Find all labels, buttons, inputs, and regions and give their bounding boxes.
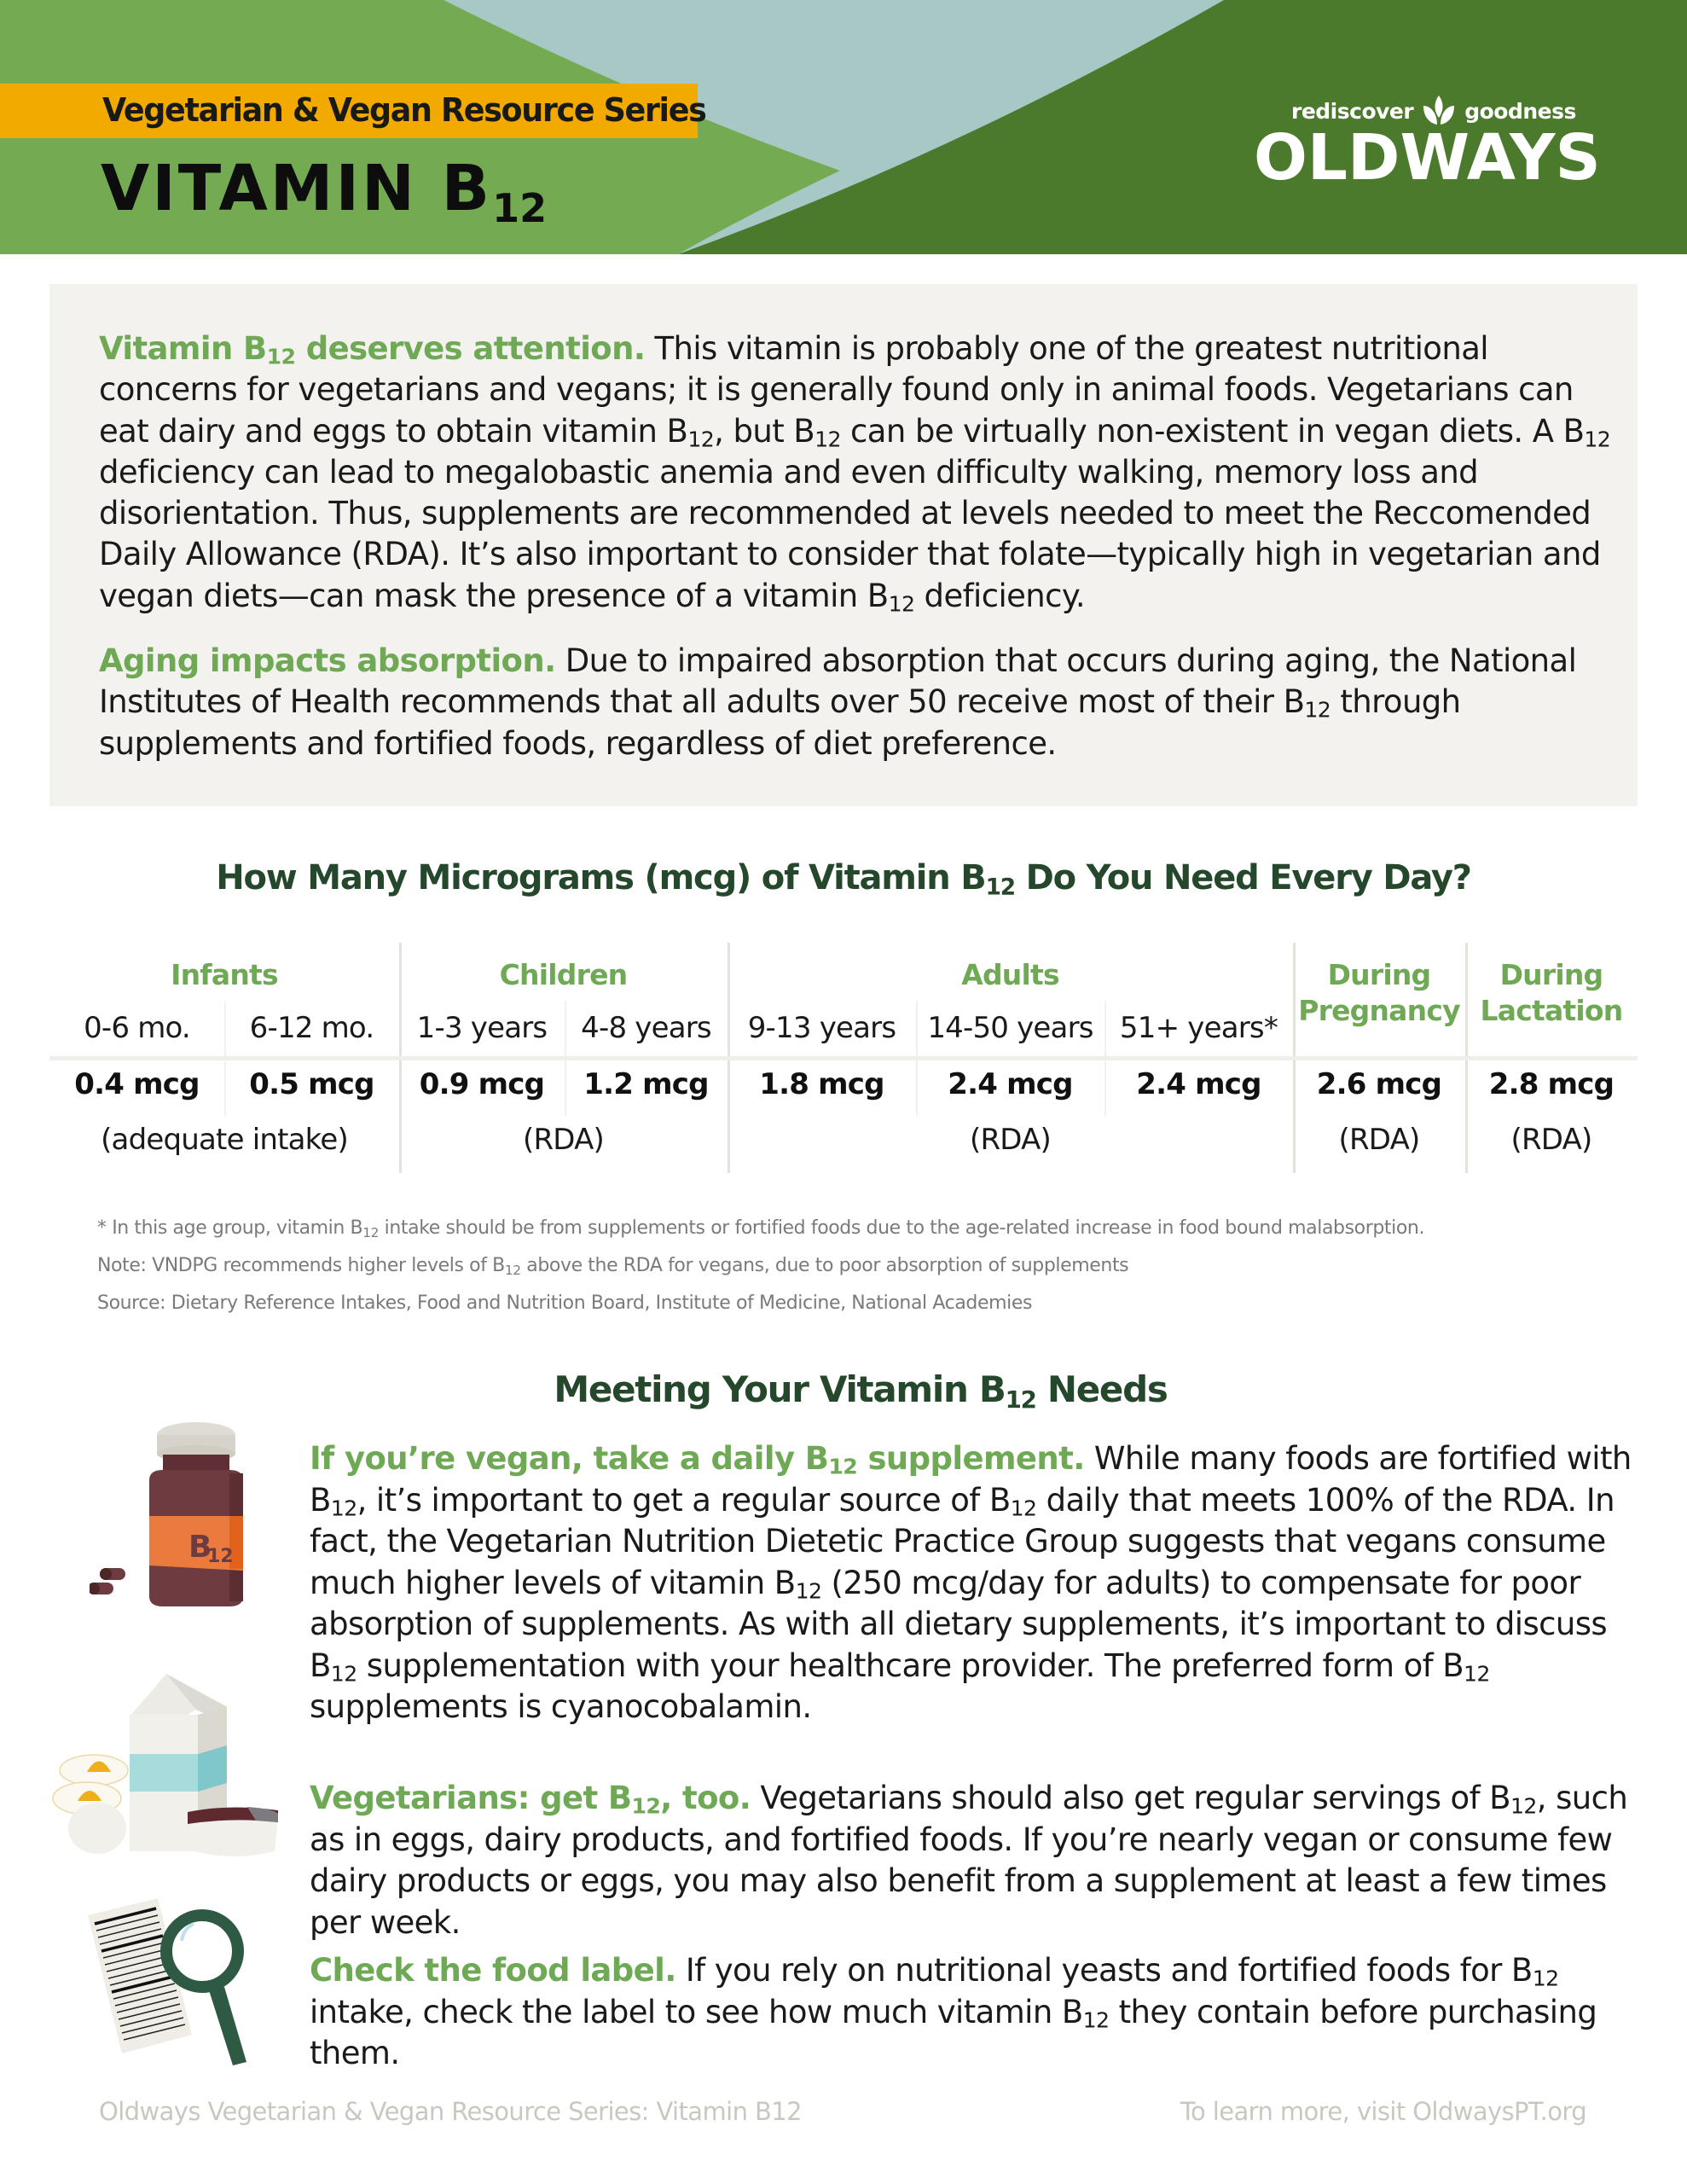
age-cell: 4-8 years (581, 1011, 711, 1045)
magnifier-food-label-icon (81, 1898, 260, 2069)
svg-text:B: B (188, 1530, 212, 1565)
tip-lead: Vegetarians: get $B_{12}$, too. (310, 1780, 751, 1819)
age-cell: 0-6 mo. (84, 1011, 190, 1045)
page-title (101, 152, 548, 231)
intake-type-note: (RDA) (970, 1123, 1051, 1157)
age-cell: 9-13 years (747, 1011, 896, 1045)
age-cell: 1-3 years (416, 1011, 548, 1045)
group-header-children: Children (499, 958, 628, 991)
table-title: How Many Micrograms (mcg) of Vitamin $B_{12}$ Do You Need Every Day? (216, 858, 1471, 901)
intake-type-note: (RDA) (1510, 1123, 1592, 1157)
value-cell: 2.4 mcg (948, 1067, 1073, 1101)
value-cell: 1.2 mcg (583, 1067, 709, 1101)
tip-vegan-supplement: If you’re vegan, take a daily $B_{12}$ supplement. While many foods are fortified with $B_{12}$, it’s important to get a regular source of $B_{12}$ daily that meets 100% of the RDA. In fact, the Vegetarian Nutrition Dietetic Practice Group suggests that vegans consume much higher levels of vitamin $B_{12}$ (250 mcg/day for adults) to compensate for poor absorption of supplements. As with all dietary supplements, it’s important to discuss $B_{12}$ supplementation with your healthcare provider. The preferred form of $B_{12}$ supplements is cyanocobalamin. (310, 1440, 1632, 1725)
logo-wordmark: OLDWAYS (1254, 121, 1601, 195)
footnote-age-group: * In this age group, vitamin $B_{12}$ intake should be from supplements or fortified foods due to the age-related increase in food bound malabsorption. (97, 1217, 1425, 1240)
supplement-bottle-icon (90, 1420, 252, 1617)
svg-text:12: 12 (207, 1546, 234, 1567)
b12-requirements-table (49, 943, 1638, 1173)
tagline-right: goodness (1464, 98, 1576, 124)
intro-paragraph-deserves-attention: Vitamin $B_{12}$ deserves attention. This vitamin is probably one of the greatest nutritional concerns for vegetarians and vegans; it is generally found only in animal foods. Vegetarians can eat dairy and eggs to obtain vitamin $B_{12}$, but $B_{12}$ can be virtually non-existent in vegan diets. A $B_{12}$ deficiency can lead to megalobastic anemia and even difficulty walking, memory loss and disorientation. Thus, supplements are recommended at levels needed to meet the Reccomended Daily Allowance (RDA). It’s also important to consider that folate—typically high in vegetarian and vegan diets—can mask the presence of a vitamin $B_{12}$ deficiency. (99, 330, 1611, 617)
series-label: Vegetarian & Vegan Resource Series (102, 91, 706, 129)
value-cell: 0.5 mcg (249, 1067, 374, 1101)
section-title-meeting-needs: Meeting Your Vitamin $B_{12}$ Needs (554, 1368, 1168, 1414)
intro-box (49, 284, 1638, 806)
group-header-infants: Infants (171, 958, 278, 991)
value-cell: 1.8 mcg (759, 1067, 884, 1101)
intro-lead-1: Vitamin $B_{12}$ deserves attention. (99, 330, 646, 369)
footer-website-link[interactable]: To learn more, visit OldwaysPT.org (1180, 2097, 1586, 2126)
value-cell: 0.4 mcg (74, 1067, 200, 1101)
title-subscript: 12 (492, 185, 548, 231)
oldways-logo[interactable] (1254, 85, 1601, 196)
tagline-left: rediscover (1291, 98, 1414, 124)
age-cell: 14-50 years (927, 1011, 1093, 1045)
tip-vegetarians: Vegetarians: get $B_{12}$, too. Vegetarians should also get regular servings of $B_{12}$, such as in eggs, dairy products, and fortified foods. If you’re nearly vegan or consume few dairy products or eggs, you may also benefit from a supplement at least a few times per week. (310, 1780, 1628, 1941)
group-header-lactation: During Lactation (1480, 958, 1623, 1027)
age-cell: 51+ years* (1119, 1011, 1278, 1045)
value-cell: 2.8 mcg (1488, 1067, 1615, 1101)
footnote-vndpg: Note: VNDPG recommends higher levels of $B_{12}$ above the RDA for vegans, due to poor absorption of supplements (97, 1255, 1129, 1278)
intake-type-note: (RDA) (1338, 1123, 1420, 1157)
tip-lead: Check the food label. (310, 1952, 676, 1989)
tip-lead: If you’re vegan, take a daily $B_{12}$ supplement. (310, 1440, 1085, 1479)
intro-lead-2: Aging impacts absorption. (99, 642, 556, 679)
footer-series-label: Oldways Vegetarian & Vegan Resource Series: Vitamin B12 (99, 2097, 802, 2126)
dairy-eggs-icon (51, 1672, 281, 1868)
value-cell: 0.9 mcg (419, 1067, 545, 1101)
group-header-adults: Adults (961, 958, 1059, 991)
page-header (0, 0, 1687, 254)
intake-type-note: (adequate intake) (101, 1123, 348, 1157)
age-cell: 6-12 mo. (249, 1011, 374, 1045)
value-cell: 2.6 mcg (1316, 1067, 1442, 1101)
tip-check-food-label: Check the food label. If you rely on nutritional yeasts and fortified foods for $B_{12}$ intake, check the label to see how much vitamin $B_{12}$ they contain before purchasing them. (310, 1952, 1597, 2071)
series-banner (0, 84, 706, 138)
title-text: VITAMIN B (101, 152, 493, 225)
footnote-source: Source: Dietary Reference Intakes, Food and Nutrition Board, Institute of Medicine, National Academies (97, 1292, 1033, 1314)
row-divider (49, 1056, 1638, 1060)
group-header-pregnancy: During Pregnancy (1298, 958, 1460, 1027)
table-footnotes (97, 1215, 1615, 1327)
intro-paragraph-aging: Aging impacts absorption. Due to impaired absorption that occurs during aging, the National Institutes of Health recommends that all adults over 50 receive most of their $B_{12}$ through supplements and fortified foods, regardless of diet preference. (99, 642, 1577, 762)
value-cell: 2.4 mcg (1136, 1067, 1261, 1101)
intake-type-note: (RDA) (523, 1123, 604, 1157)
